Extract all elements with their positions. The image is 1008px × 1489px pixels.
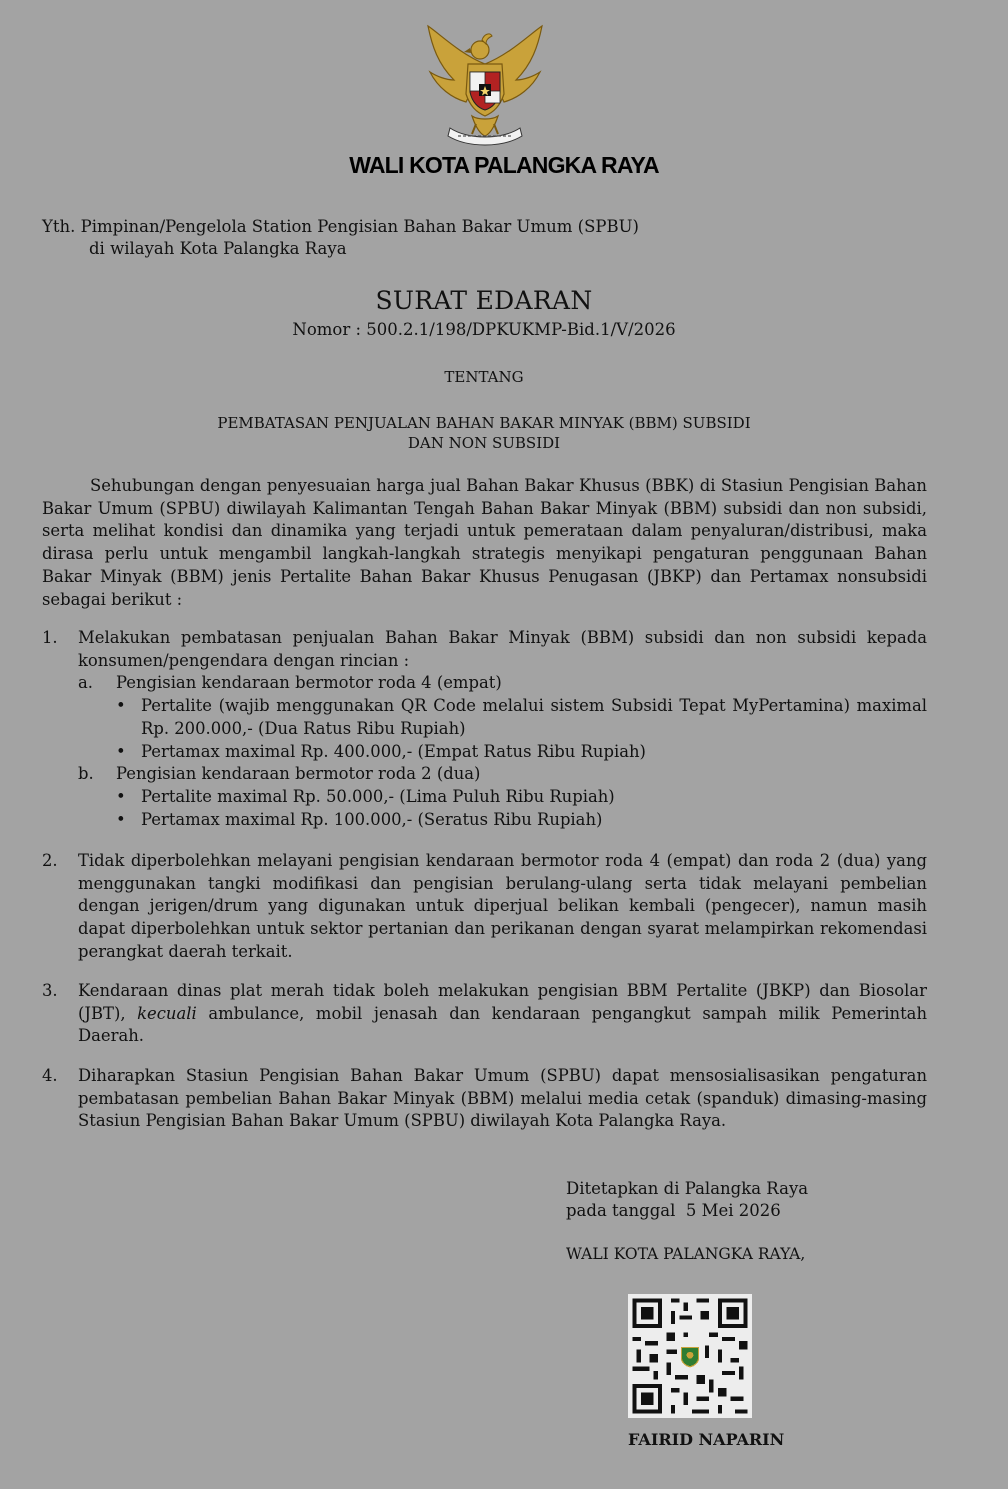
addressee-block [42, 216, 639, 260]
bullet-item: • Pertamax maximal Rp. 400.000,- (Empat Ratus Ribu Rupiah) [141, 741, 927, 764]
subject-line-2: DAN NON SUBSIDI [407, 434, 561, 452]
document-title: SURAT EDARAN [375, 286, 593, 315]
item-text-italic: kecuali [137, 1003, 197, 1023]
sub-item-letter: a. [78, 673, 93, 693]
item-number: 4. [42, 1066, 58, 1085]
sub-item-a [78, 672, 927, 763]
item-number: 1. [42, 628, 58, 647]
document-number: Nomor : 500.2.1/198/DPKUKMP-Bid.1/V/2026 [292, 320, 676, 339]
sub-item-letter: b. [78, 764, 94, 784]
subject-line-1: PEMBATASAN PENJUALAN BAHAN BAKAR MINYAK (BBM) SUBSIDI [217, 414, 751, 432]
signature-role: WALI KOTA PALANGKA RAYA, [566, 1245, 806, 1263]
bullet-item: • Pertalite maximal Rp. 50.000,- (Lima Puluh Ribu Rupiah) [141, 786, 927, 809]
item-text [78, 980, 927, 1048]
intro-paragraph: Sehubungan dengan penyesuaian harga jual Bahan Bakar Khusus (BBK) di Stasiun Pengisian Bahan Bakar Umum (SPBU) diwilayah Kalimantan Tengah Bahan Bakar Minyak (BBM) subsidi dan non subsidi, serta melihat kondisi dan dinamika yang terjadi untuk pemerataan dalam penyaluran/distribusi, maka dirasa perlu untuk mengambil langkah-langkah strategis menyikapi pengaturan penggunaan Bahan Bakar Minyak (BBM) jenis Pertalite Bahan Bakar Khusus Penugasan (JBKP) dan Pertamax nonsubsidi sebagai berikut : [42, 476, 927, 609]
document-subject [0, 413, 968, 453]
addressee-line-1: Yth. Pimpinan/Pengelola Station Pengisian Bahan Bakar Umum (SPBU) [42, 217, 639, 236]
list-item-2 [42, 850, 927, 964]
bullet-item: • Pertalite (wajib menggunakan QR Code melalui sistem Subsidi Tepat MyPertamina) maximal Rp. 200.000,- (Dua Ratus Ribu Rupiah) [141, 695, 927, 740]
item-text-before: Kendaraan dinas plat merah tidak boleh melakukan pengisian BBM Pertalite (JBKP) dan Biosolar (JBT), [78, 981, 927, 1023]
item-number: 2. [42, 851, 58, 870]
header-title: WALI KOTA PALANGKA RAYA [349, 152, 659, 178]
sub-item-text: Pengisian kendaraan bermotor roda 4 (empat) [116, 673, 502, 693]
bullet-item: • Pertamax maximal Rp. 100.000,- (Seratus Ribu Rupiah) [141, 809, 927, 832]
signature-place-date [566, 1178, 808, 1222]
about-label: TENTANG [444, 368, 524, 386]
sub-item-b [78, 763, 927, 831]
list-item-3 [42, 980, 927, 1048]
bullet-list [78, 786, 927, 831]
item-text-after: ambulance, mobil jenasah dan kendaraan pengangkut sampah milik Pemerintah Daerah. [78, 1003, 927, 1046]
garuda-emblem-icon [420, 24, 550, 152]
signature-date: pada tanggal 5 Mei 2026 [566, 1201, 781, 1220]
list-item-4 [42, 1065, 927, 1133]
item-text: Diharapkan Stasiun Pengisian Bahan Bakar Umum (SPBU) dapat mensosialisasikan pengaturan pembatasan pembelian Bahan Bakar Minyak (BBM) melalui media cetak (spanduk) dimasing-masing Stasiun Pengisian Bahan Bakar Umum (SPBU) diwilayah Kota Palangka Raya. [78, 1066, 927, 1131]
bullet-list [78, 695, 927, 763]
addressee-line-2: di wilayah Kota Palangka Raya [89, 239, 347, 258]
item-number: 3. [42, 981, 58, 1000]
qr-code-icon [628, 1294, 752, 1418]
sub-item-text: Pengisian kendaraan bermotor roda 2 (dua) [116, 764, 481, 784]
signature-place: Ditetapkan di Palangka Raya [566, 1179, 809, 1198]
item-text: Melakukan pembatasan penjualan Bahan Bakar Minyak (BBM) subsidi dan non subsidi kepada konsumen/pengendara dengan rincian : [78, 628, 927, 670]
list-item-1 [42, 627, 927, 831]
signer-name: FAIRID NAPARIN [628, 1430, 785, 1449]
item-text: Tidak diperbolehkan melayani pengisian kendaraan bermotor roda 4 (empat) dan roda 2 (dua) yang menggunakan tangki modifikasi dan pengisian berulang-ulang serta tidak melayani pembelian dengan jerigen/drum yang digunakan untuk diperjual belikan kembali (pengecer), namun masih dapat diperbolehkan untuk sektor pertanian dan perikanan dengan syarat melampirkan rekomendasi perangkat daerah terkait. [78, 851, 927, 961]
